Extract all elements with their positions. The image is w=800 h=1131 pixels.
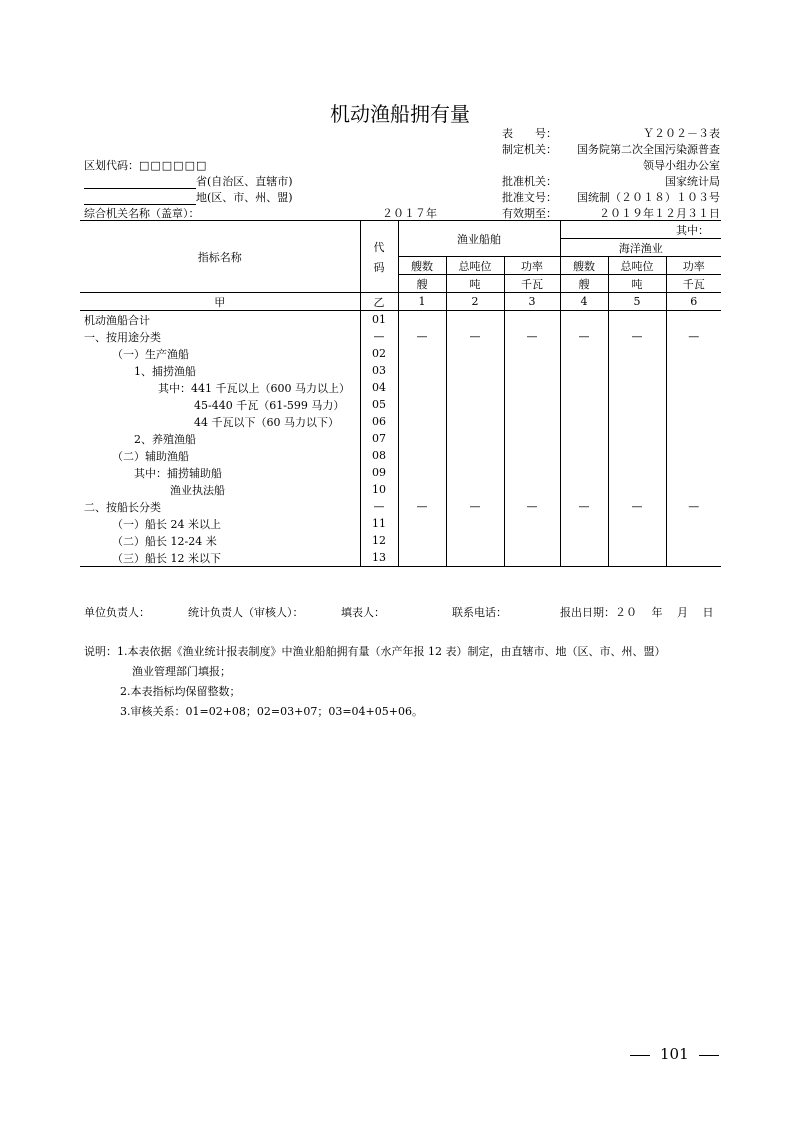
row-value-cell[interactable] (446, 532, 504, 549)
row-value-cell[interactable] (446, 430, 504, 447)
row-value-cell[interactable] (560, 362, 608, 379)
filler-label: 填表人： (341, 606, 385, 619)
row-value-cell[interactable] (504, 311, 560, 329)
page-number-dash-right (699, 1055, 719, 1056)
code-header-line1: 代 (373, 240, 385, 254)
code-header-line2: 码 (373, 260, 385, 274)
issuer-label: 制定机关： (502, 143, 557, 156)
row-value-cell[interactable] (446, 396, 504, 413)
col-num-1: 1 (398, 293, 446, 311)
stat-head-label: 统计负责人（审核人）： (188, 606, 304, 619)
prefecture-field (84, 189, 293, 205)
row-code: — (360, 498, 398, 515)
report-year: ２０１７年 (382, 207, 437, 220)
row-value-cell[interactable] (666, 430, 721, 447)
row-value-cell[interactable] (398, 515, 446, 532)
row-value-cell[interactable] (446, 362, 504, 379)
note-line-2: 2.本表指标均保留整数； (120, 685, 241, 698)
row-indicator-name: 二、按船长分类 (84, 500, 161, 514)
row-value-cell[interactable] (560, 430, 608, 447)
row-code: 11 (360, 515, 398, 532)
row-indicator-name: 一、按用途分类 (84, 330, 161, 344)
province-label: 省(自治区、直辖市) (196, 175, 293, 188)
table-row (80, 515, 721, 532)
col-header-4: 艘数 (560, 257, 608, 275)
row-value-cell[interactable] (446, 549, 504, 567)
prefecture-label: 地(区、市、州、盟) (196, 191, 293, 204)
row-indicator-name: （一）船长 24 米以上 (112, 517, 221, 531)
row-value-cell[interactable] (666, 515, 721, 532)
row-value-cell[interactable] (504, 549, 560, 567)
jia-header: 甲 (80, 293, 360, 311)
row-code: 06 (360, 413, 398, 430)
table-row (80, 447, 721, 464)
row-code: 02 (360, 345, 398, 362)
row-indicator-name: （二）船长 12-24 米 (112, 534, 217, 548)
org-name-label: 综合机关名称（盖章）： (84, 207, 200, 220)
row-value-cell[interactable] (446, 515, 504, 532)
unit-4: 艘 (560, 275, 608, 293)
vessel-table (80, 220, 721, 567)
unit-3: 千瓦 (504, 275, 560, 293)
row-value-cell[interactable] (560, 311, 608, 329)
row-code: — (360, 328, 398, 345)
row-dash-cell: — (560, 328, 608, 345)
row-value-cell[interactable] (608, 396, 666, 413)
row-value-cell[interactable] (666, 532, 721, 549)
row-value-cell[interactable] (608, 413, 666, 430)
unit-6: 千瓦 (666, 275, 721, 293)
row-code: 03 (360, 362, 398, 379)
col-header-6: 功率 (666, 257, 721, 275)
valid-until: ２０１９年１２月３１日 (599, 207, 720, 220)
row-value-cell[interactable] (398, 379, 446, 396)
approval-no: 国统制（２０１８）１０３号 (577, 191, 720, 204)
row-value-cell[interactable] (504, 464, 560, 481)
row-dash-cell: — (504, 328, 560, 345)
row-code: 05 (360, 396, 398, 413)
col-num-5: 5 (608, 293, 666, 311)
row-value-cell[interactable] (666, 379, 721, 396)
valid-label: 有效期至： (502, 207, 557, 220)
row-indicator-name: 机动渔船合计 (84, 313, 150, 327)
row-value-cell[interactable] (666, 481, 721, 498)
row-value-cell[interactable] (608, 345, 666, 362)
fishing-vessels-header: 渔业船舶 (398, 221, 560, 257)
table-row (80, 549, 721, 567)
row-value-cell[interactable] (398, 345, 446, 362)
row-value-cell[interactable] (608, 464, 666, 481)
yi-header: 乙 (360, 293, 398, 311)
row-value-cell[interactable] (504, 413, 560, 430)
row-indicator-name: 2、养殖渔船 (134, 432, 196, 446)
unit-head-label: 单位负责人： (84, 606, 150, 619)
unit-1: 艘 (398, 275, 446, 293)
row-dash-cell: — (560, 498, 608, 515)
province-field (84, 173, 293, 189)
table-row (80, 379, 721, 396)
row-dash-cell: — (608, 328, 666, 345)
row-indicator-name: 44 千瓦以下（60 马力以下） (194, 415, 339, 429)
table-row (80, 345, 721, 362)
row-code: 08 (360, 447, 398, 464)
row-value-cell[interactable] (398, 311, 446, 329)
form-no: Ｙ２０２－３表 (643, 127, 720, 140)
col-header-2: 总吨位 (446, 257, 504, 275)
row-value-cell[interactable] (504, 345, 560, 362)
row-value-cell[interactable] (560, 396, 608, 413)
col-num-6: 6 (666, 293, 721, 311)
row-dash-cell: — (398, 328, 446, 345)
row-code: 13 (360, 549, 398, 567)
row-dash-cell: — (398, 498, 446, 515)
table-row (80, 362, 721, 379)
phone-label: 联系电话： (452, 606, 507, 619)
row-value-cell[interactable] (560, 549, 608, 567)
row-value-cell[interactable] (504, 396, 560, 413)
indicator-header: 指标名称 (80, 221, 360, 293)
row-value-cell[interactable] (398, 464, 446, 481)
row-value-cell[interactable] (608, 311, 666, 329)
row-value-cell[interactable] (608, 532, 666, 549)
page-title: 机动渔船拥有量 (330, 102, 470, 126)
row-code: 01 (360, 311, 398, 329)
row-value-cell[interactable] (398, 532, 446, 549)
col-num-3: 3 (504, 293, 560, 311)
row-value-cell[interactable] (608, 362, 666, 379)
row-value-cell[interactable] (560, 515, 608, 532)
marine-header: 海洋渔业 (560, 239, 721, 257)
table-row (80, 481, 721, 498)
row-value-cell[interactable] (446, 345, 504, 362)
unit-5: 吨 (608, 275, 666, 293)
col-header-3: 功率 (504, 257, 560, 275)
table-row (80, 464, 721, 481)
form-no-label: 表 号： (502, 127, 557, 140)
row-value-cell[interactable] (446, 464, 504, 481)
issuer-line1: 国务院第二次全国污染源普查 (577, 143, 720, 156)
table-row (80, 311, 721, 329)
row-dash-cell: — (446, 498, 504, 515)
row-value-cell[interactable] (608, 447, 666, 464)
row-indicator-name: 1、捕捞渔船 (134, 364, 196, 378)
row-dash-cell: — (608, 498, 666, 515)
row-indicator-name: （一）生产渔船 (112, 347, 189, 361)
row-indicator-name: 45-440 千瓦（61-599 马力） (194, 398, 345, 412)
row-value-cell[interactable] (504, 515, 560, 532)
province-blank[interactable] (84, 177, 196, 189)
table-row (80, 413, 721, 430)
row-value-cell[interactable] (504, 362, 560, 379)
row-value-cell[interactable] (398, 413, 446, 430)
row-value-cell[interactable] (398, 396, 446, 413)
row-value-cell[interactable] (560, 413, 608, 430)
row-value-cell[interactable] (398, 430, 446, 447)
row-value-cell[interactable] (666, 413, 721, 430)
report-date-label: 报出日期：２０ 年 月 日 (560, 606, 714, 619)
row-code: 12 (360, 532, 398, 549)
row-value-cell[interactable] (504, 481, 560, 498)
page-number-dash-left (630, 1055, 650, 1056)
row-value-cell[interactable] (398, 362, 446, 379)
row-value-cell[interactable] (504, 532, 560, 549)
row-code: 09 (360, 464, 398, 481)
col-header-1: 艘数 (398, 257, 446, 275)
row-value-cell[interactable] (560, 532, 608, 549)
row-dash-cell: — (666, 498, 721, 515)
table-row (80, 396, 721, 413)
table-row (80, 430, 721, 447)
row-value-cell[interactable] (560, 464, 608, 481)
row-value-cell[interactable] (666, 311, 721, 329)
col-num-2: 2 (446, 293, 504, 311)
unit-2: 吨 (446, 275, 504, 293)
row-value-cell[interactable] (398, 447, 446, 464)
row-value-cell[interactable] (666, 549, 721, 567)
row-value-cell[interactable] (560, 447, 608, 464)
table-row (80, 498, 721, 515)
row-code: 04 (360, 379, 398, 396)
approver-label: 批准机关： (502, 175, 557, 188)
table-row (80, 328, 721, 345)
region-code-label: 区划代码： (84, 159, 139, 172)
row-value-cell[interactable] (560, 379, 608, 396)
row-value-cell[interactable] (666, 362, 721, 379)
code-header (360, 221, 398, 293)
row-code: 10 (360, 481, 398, 498)
approval-no-label: 批准文号： (502, 191, 557, 204)
row-dash-cell: — (504, 498, 560, 515)
row-indicator-name: （三）船长 12 米以下 (80, 549, 360, 567)
row-dash-cell: — (666, 328, 721, 345)
row-value-cell[interactable] (446, 311, 504, 329)
row-value-cell[interactable] (608, 549, 666, 567)
row-code: 07 (360, 430, 398, 447)
row-value-cell[interactable] (608, 379, 666, 396)
region-code-field (84, 157, 207, 173)
row-value-cell[interactable] (446, 447, 504, 464)
row-indicator-name: 其中：441 千瓦以上（600 马力以上） (158, 381, 350, 395)
page-number-value: 101 (660, 1045, 689, 1063)
table-row (80, 532, 721, 549)
row-value-cell[interactable] (666, 396, 721, 413)
of-which-header: 其中： (560, 221, 721, 239)
note-line-3: 3.审核关系：01=02+08；02=03+07；03=04+05+06。 (120, 705, 423, 718)
note-line-1: 说明：1.本表依据《渔业统计报表制度》中渔业船舶拥有量（水产年报 12 表）制定，由直辖市、地（区、市、州、盟） (84, 645, 666, 658)
row-value-cell[interactable] (608, 481, 666, 498)
row-indicator-name: 其中：捕捞辅助船 (134, 466, 222, 480)
row-dash-cell: — (446, 328, 504, 345)
row-indicator-name: （二）辅助渔船 (112, 449, 189, 463)
row-value-cell[interactable] (666, 464, 721, 481)
note-line-1b: 渔业管理部门填报； (132, 665, 231, 678)
row-value-cell[interactable] (446, 413, 504, 430)
row-value-cell[interactable] (608, 515, 666, 532)
row-value-cell[interactable] (560, 481, 608, 498)
row-value-cell[interactable] (446, 379, 504, 396)
row-value-cell[interactable] (666, 447, 721, 464)
approver: 国家统计局 (665, 175, 720, 188)
col-header-5: 总吨位 (608, 257, 666, 275)
col-num-4: 4 (560, 293, 608, 311)
row-value-cell[interactable] (504, 430, 560, 447)
row-value-cell[interactable] (398, 481, 446, 498)
row-indicator-name: 渔业执法船 (170, 483, 225, 497)
row-value-cell[interactable] (504, 447, 560, 464)
row-value-cell[interactable] (398, 549, 446, 567)
region-code-boxes[interactable]: □□□□□□ (139, 159, 208, 172)
row-value-cell[interactable] (504, 379, 560, 396)
issuer-line2: 领导小组办公室 (643, 159, 720, 172)
page-number (620, 1045, 729, 1063)
row-value-cell[interactable] (608, 430, 666, 447)
row-value-cell[interactable] (560, 345, 608, 362)
prefecture-blank[interactable] (84, 193, 196, 205)
row-value-cell[interactable] (666, 345, 721, 362)
row-value-cell[interactable] (446, 481, 504, 498)
